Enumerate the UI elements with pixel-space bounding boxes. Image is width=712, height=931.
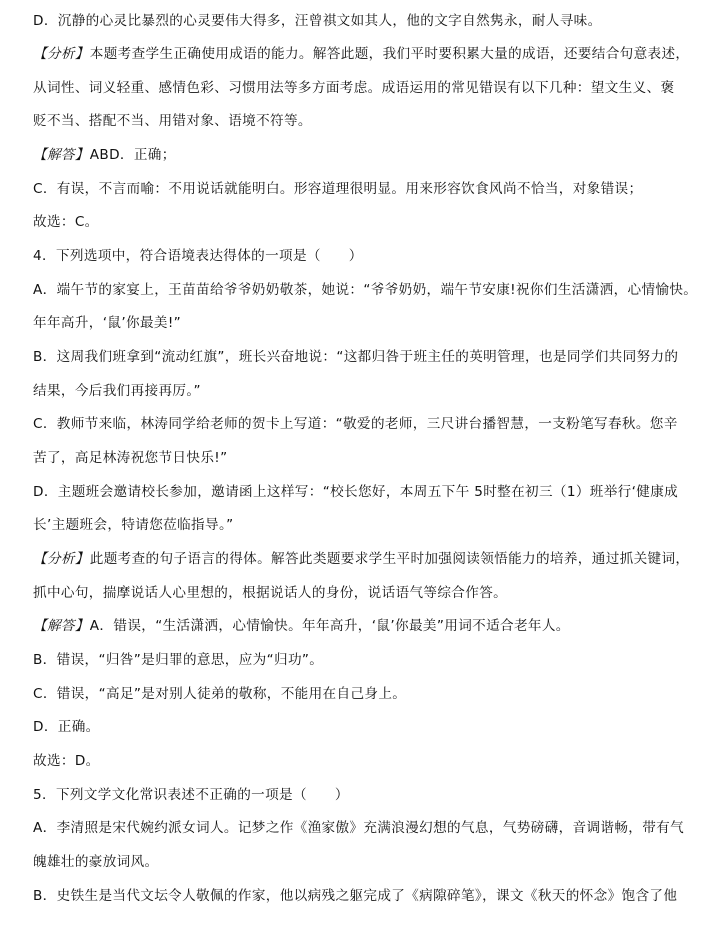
- question-4-stem: 4．下列选项中，符合语境表达得体的一项是（ ）: [33, 248, 363, 264]
- analysis-tag: 【分析】: [33, 551, 89, 567]
- text-line: 年年高升，‘鼠’你最美!”: [33, 315, 182, 331]
- text-line: 贬不当、搭配不当、用错对象、语境不符等。: [33, 113, 312, 129]
- analysis-paragraph: 【分析】此题考查的句子语言的得体。解答此类题要求学生平时加强阅读领悟能力的培养，通过抓关键词，: [33, 551, 690, 567]
- answer-tag: 【解答】: [33, 147, 89, 163]
- text-line: 故选：C。: [33, 214, 99, 230]
- text-line: 结果，今后我们再接再厉。”: [33, 383, 201, 399]
- option-a: A．李清照是宋代婉约派女词人。记梦之作《渔家傲》充满浪漫幻想的气息，气势磅礴，音调谐畅，带有气: [33, 820, 685, 836]
- text-line: 长’主题班会，特请您莅临指导。”: [33, 517, 234, 533]
- answer-tag: 【解答】: [33, 618, 89, 634]
- text-line: 故选：D。: [33, 753, 100, 769]
- question-5-stem: 5．下列文学文化常识表述不正确的一项是（ ）: [33, 787, 349, 803]
- text-line: C．有误，不言而喻：不用说话就能明白。形容道理很明显。用来形容饮食风尚不恰当，对象错误；: [33, 181, 643, 197]
- text-line: D．正确。: [33, 719, 100, 735]
- option-b: B．这周我们班拿到“流动红旗”，班长兴奋地说：“这都归咎于班主任的英明管理，也是同学们共同努力的: [33, 349, 679, 365]
- option-a: A．端午节的家宴上，王苗苗给爷爷奶奶敬茶，她说：“爷爷奶奶，端午节安康!祝你们生活潇洒，心情愉快。: [33, 282, 698, 298]
- text-line: 魄雄壮的豪放词风。: [33, 854, 159, 870]
- text-line: D．沉静的心灵比暴烈的心灵要伟大得多，汪曾祺文如其人，他的文字自然隽永，耐人寻味。: [33, 13, 602, 29]
- answer-paragraph: 【解答】A．错误，“生活潇洒，心情愉快。年年高升，‘鼠’你最美”用词不适合老年人。: [33, 618, 570, 634]
- text-line: 从词性、词义轻重、感情色彩、习惯用法等多方面考虑。成语运用的常见错误有以下几种：望文生义、褒: [33, 80, 675, 96]
- text-line: B．错误，“归咎”是归罪的意思，应为“归功”。: [33, 652, 324, 668]
- analysis-paragraph: 【分析】本题考查学生正确使用成语的能力。解答此题，我们平时要积累大量的成语，还要结合句意表述，: [33, 46, 690, 62]
- text-line: 抓中心句，揣摩说话人心里想的，根据说话人的身份，说话语气等综合作答。: [33, 585, 508, 601]
- option-d: D．主题班会邀请校长参加，邀请函上这样写：“校长您好，本周五下午 5时整在初三（1）班举行‘健康成: [33, 484, 679, 500]
- option-b: B．史铁生是当代文坛令人敬佩的作家，他以病残之躯完成了《病隙碎笔》，课文《秋天的怀念》饱含了他: [33, 888, 678, 904]
- option-c: C．教师节来临，林涛同学给老师的贺卡上写道：“敬爱的老师，三尺讲台播智慧，一支粉笔写春秋。您辛: [33, 416, 678, 432]
- text-line: 苦了，高足林涛祝您节日快乐!”: [33, 450, 228, 466]
- text-line: C．错误，“高足”是对别人徒弟的敬称，不能用在自己身上。: [33, 686, 407, 702]
- analysis-tag: 【分析】: [33, 46, 89, 62]
- answer-paragraph: 【解答】ABD．正确；: [33, 147, 176, 163]
